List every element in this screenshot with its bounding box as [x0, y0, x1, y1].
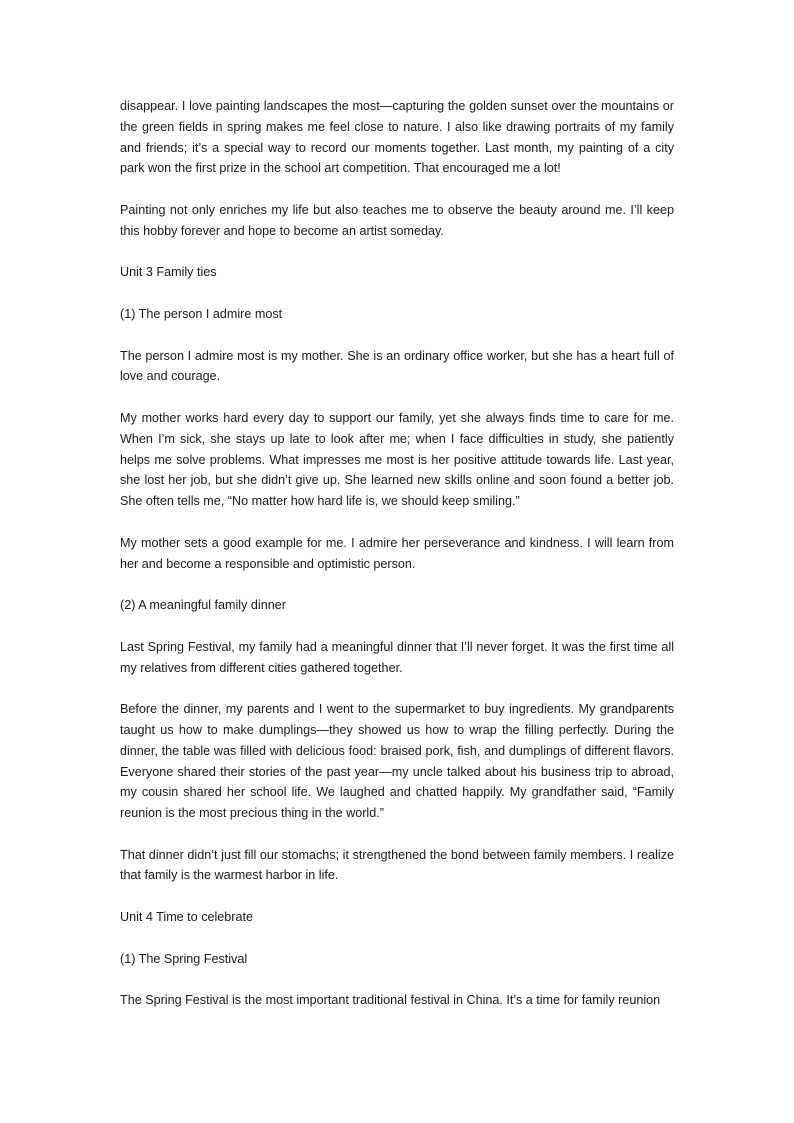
section-heading: (1) The Spring Festival — [120, 951, 248, 966]
body-paragraph: That dinner didn’t just fill our stomachs; it strengthened the bond between family members. I realize that family is the warmest harbor in life. — [120, 847, 674, 883]
body-paragraph: My mother sets a good example for me. I admire her perseverance and kindness. I will learn from her and become a responsible and optimistic person. — [120, 535, 674, 571]
body-paragraph: Before the dinner, my parents and I went to the supermarket to buy ingredients. My grandparents taught us how to make dumplings—they showed us how to wrap the filling perfectly. During the dinner, the table was filled with delicious food: braised pork, fish, and dumplings of different flavors. Everyone shared their stories of the past year—my uncle talked about his business trip to abroad, my cousin shared her school life. We laughed and chatted happily. My grandfather said, “Family reunion is the most precious thing in the world.” — [120, 702, 674, 821]
body-paragraph: disappear. I love painting landscapes the most—capturing the golden sunset over the mountains or the green fields in spring makes me feel close to nature. I also like drawing portraits of my family and friends; it’s a special way to record our moments together. Last month, my painting of a city park won the first prize in the school art competition. That encouraged me a lot! — [120, 99, 674, 176]
document-page — [120, 96, 674, 1032]
body-paragraph: Painting not only enriches my life but also teaches me to observe the beauty around me. I’ll keep this hobby forever and hope to become an artist someday. — [120, 202, 674, 238]
section-heading: (1) The person I admire most — [120, 306, 283, 321]
unit-heading: Unit 4 Time to celebrate — [120, 910, 253, 925]
body-paragraph: My mother works hard every day to support our family, yet she always finds time to care for me. When I’m sick, she stays up late to look after me; when I face difficulties in study, she patiently helps me solve problems. What impresses me most is her positive attitude towards life. Last year, she lost her job, but she didn’t give up. She learned new skills online and soon found a better job. She often tells me, “No matter how hard life is, we should keep smiling.” — [120, 410, 674, 509]
body-paragraph: The person I admire most is my mother. She is an ordinary office worker, but she has a heart full of love and courage. — [120, 348, 674, 384]
unit-heading: Unit 3 Family ties — [120, 265, 217, 280]
section-heading: (2) A meaningful family dinner — [120, 598, 286, 613]
body-paragraph: Last Spring Festival, my family had a meaningful dinner that I’ll never forget. It was the first time all my relatives from different cities gathered together. — [120, 639, 674, 675]
body-paragraph: The Spring Festival is the most important traditional festival in China. It’s a time for family reunion — [120, 993, 661, 1008]
